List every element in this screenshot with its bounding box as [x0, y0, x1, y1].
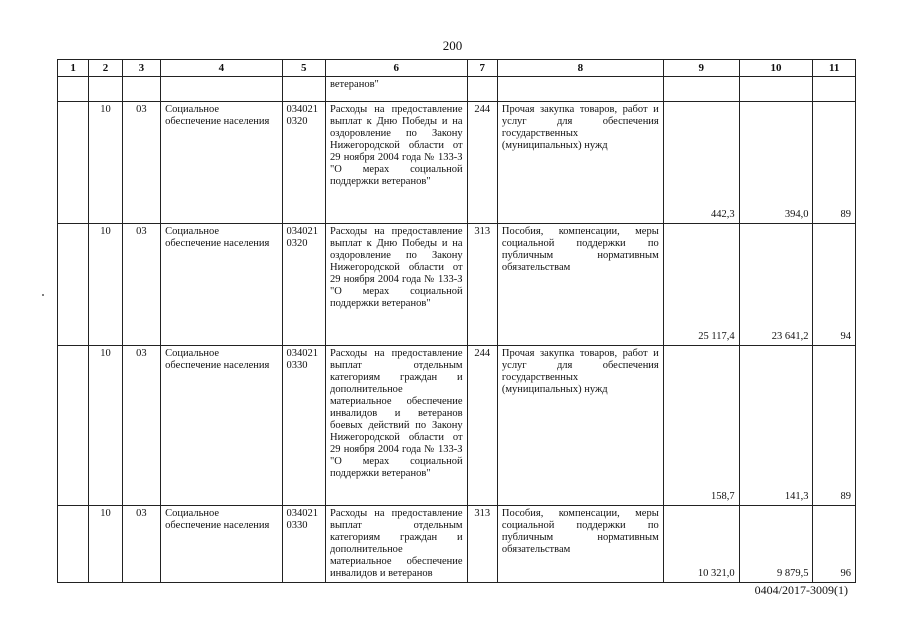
section-code: 10	[89, 506, 122, 583]
expense-description: Расходы на предоставление выплат отдельным категориям граждан и дополнительное материальное обеспечение инвалидов и ветеранов боевых действий по Закону Нижегородской области от 29 ноября 2004 года № 133-З "О мерах социальной поддержки ветеранов"	[325, 346, 467, 506]
header-cell: 10	[739, 60, 813, 77]
percent-done: 94	[813, 224, 856, 346]
expense-type-code: 244	[467, 346, 497, 506]
section-name: Социальное обеспечение населения	[161, 102, 282, 224]
expense-type-name: Прочая закупка товаров, работ и услуг для обеспечения государственных (муниципальных) нужд	[497, 346, 663, 506]
section-name: Социальное обеспечение населения	[161, 506, 282, 583]
section-code: 10	[89, 346, 122, 506]
target-article: 034021 0330	[282, 346, 325, 506]
subsection-code: 03	[122, 102, 160, 224]
header-cell: 5	[282, 60, 325, 77]
subsection-code: 03	[122, 346, 160, 506]
table-row	[58, 102, 856, 224]
header-cell: 6	[325, 60, 467, 77]
expense-type-code: 313	[467, 506, 497, 583]
planned-amount: 10 321,0	[663, 506, 739, 583]
expense-description: Расходы на предоставление выплат к Дню Победы и на оздоровление по Закону Нижегородской области от 29 ноября 2004 года № 133-З "О мерах социальной поддержки ветеранов"	[325, 224, 467, 346]
header-cell: 4	[161, 60, 282, 77]
scan-speck	[42, 294, 44, 296]
planned-amount: 442,3	[663, 102, 739, 224]
section-code: 10	[89, 224, 122, 346]
subsection-code: 03	[122, 224, 160, 346]
target-article: 034021 0320	[282, 224, 325, 346]
section-name: Социальное обеспечение населения	[161, 224, 282, 346]
continuation-text: ветеранов"	[325, 77, 467, 102]
percent-done: 96	[813, 506, 856, 583]
table-row	[58, 346, 856, 506]
expense-description: Расходы на предоставление выплат к Дню Победы и на оздоровление по Закону Нижегородской области от 29 ноября 2004 года № 133-З "О мерах социальной поддержки ветеранов"	[325, 102, 467, 224]
expense-type-code: 313	[467, 224, 497, 346]
expense-type-name: Прочая закупка товаров, работ и услуг для обеспечения государственных (муниципальных) нужд	[497, 102, 663, 224]
header-row	[58, 60, 856, 77]
section-name: Социальное обеспечение населения	[161, 346, 282, 506]
percent-done: 89	[813, 102, 856, 224]
header-cell: 1	[58, 60, 89, 77]
header-cell: 7	[467, 60, 497, 77]
section-code: 10	[89, 102, 122, 224]
actual-amount: 23 641,2	[739, 224, 813, 346]
actual-amount: 9 879,5	[739, 506, 813, 583]
expense-type-name: Пособия, компенсации, меры социальной поддержки по публичным нормативным обязательствам	[497, 506, 663, 583]
continuation-row	[58, 77, 856, 102]
header-cell: 11	[813, 60, 856, 77]
header-cell: 9	[663, 60, 739, 77]
percent-done: 89	[813, 346, 856, 506]
subsection-code: 03	[122, 506, 160, 583]
expense-description: Расходы на предоставление выплат отдельным категориям граждан и дополнительное материальное обеспечение инвалидов и ветеранов	[325, 506, 467, 583]
planned-amount: 158,7	[663, 346, 739, 506]
table-row	[58, 224, 856, 346]
header-cell: 3	[122, 60, 160, 77]
header-cell: 2	[89, 60, 122, 77]
budget-table	[57, 59, 856, 583]
header-cell: 8	[497, 60, 663, 77]
actual-amount: 141,3	[739, 346, 813, 506]
target-article: 034021 0320	[282, 102, 325, 224]
document-code: 0404/2017-3009(1)	[754, 583, 848, 597]
page-number: 200	[442, 38, 463, 53]
expense-type-code: 244	[467, 102, 497, 224]
actual-amount: 394,0	[739, 102, 813, 224]
target-article: 034021 0330	[282, 506, 325, 583]
expense-type-name: Пособия, компенсации, меры социальной поддержки по публичным нормативным обязательствам	[497, 224, 663, 346]
table-row	[58, 506, 856, 583]
planned-amount: 25 117,4	[663, 224, 739, 346]
